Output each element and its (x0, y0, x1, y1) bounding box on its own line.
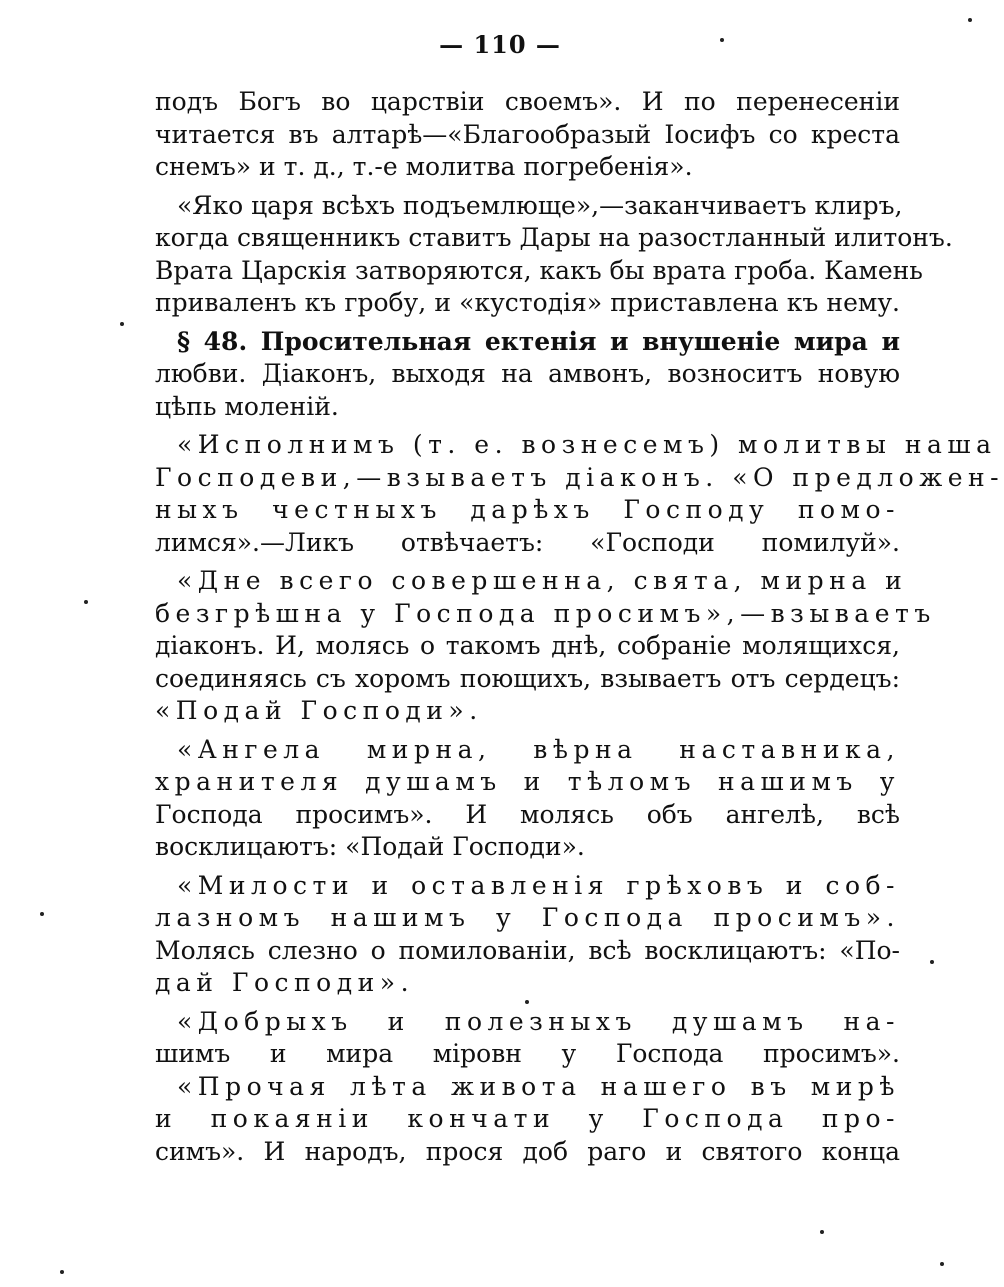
text-line-30: «Прочая лѣта живота нашего въ мирѣ (177, 1071, 900, 1101)
text-line-32: симъ». И народъ, прося доб раго и святого конца (155, 1136, 900, 1166)
scan-speck (930, 960, 934, 964)
scan-speck (60, 1270, 64, 1274)
scan-speck (40, 912, 44, 916)
text-line-18: соединяясь съ хоромъ поющихъ, взываетъ отъ сердецъ: (155, 663, 900, 693)
text-line-24: «Милости и оставленія грѣховъ и соб- (177, 870, 900, 900)
body-text (155, 86, 1004, 1168)
text-line-25: лазномъ нашимъ у Господа просимъ». (155, 903, 900, 932)
text-line-21: хранителя душамъ и тѣломъ нашимъ у (155, 767, 900, 796)
text-line-14: лимся».—Ликъ отвѣчаетъ: «Господи помилуй». (155, 527, 900, 557)
scan-speck (525, 1000, 529, 1004)
text-line-19: «Подай Господи». (155, 696, 483, 725)
text-line-22: Господа просимъ». И молясь объ ангелѣ, всѣ (155, 799, 900, 829)
text-line-1: подъ Богъ во царствіи своемъ». И по перенесеніи (155, 87, 900, 116)
text-line-23: восклицаютъ: «Подай Господи». (155, 832, 585, 861)
scan-speck (84, 600, 88, 604)
scan-speck (820, 1230, 824, 1234)
scan-speck (120, 322, 124, 326)
text-line-4: «Яко царя всѣхъ подъемлюще»,—заканчиваетъ клиръ, (177, 190, 903, 220)
text-line-12: Господеви,—взываетъ діаконъ. «О предложен- (155, 462, 1004, 492)
text-line-6: Врата Царскія затворяются, какъ бы врата гроба. Камень (155, 255, 923, 285)
text-line-9: любви. Діаконъ, выходя на амвонъ, возноситъ новую (155, 359, 900, 388)
text-line-27: дай Господи». (155, 968, 415, 997)
text-line-28: «Добрыхъ и полезныхъ душамъ на- (177, 1006, 900, 1036)
scan-speck (940, 1262, 944, 1266)
scan-speck (968, 18, 972, 22)
text-line-17: діаконъ. И, молясь о такомъ днѣ, собраніе молящихся, (155, 631, 900, 660)
text-line-3: снемъ» и т. д., т.-е молитва погребенія». (155, 152, 693, 181)
text-line-15: «Дне всего совершенна, свята, мирна и (177, 566, 908, 595)
scan-speck (720, 38, 724, 42)
section-heading-48: § 48. Просительная ектенія и внушеніе мира и (177, 326, 900, 356)
text-line-7: приваленъ къ гробу, и «кустодія» приставлена къ нему. (155, 288, 900, 317)
text-line-5: когда священникъ ставитъ Дары на разостланный илитонъ. (155, 223, 953, 252)
text-line-2: читается въ алтарѣ—«Благообразый Іосифъ со креста (155, 119, 900, 149)
text-line-10: цѣпь моленій. (155, 391, 339, 421)
text-line-13: ныхъ честныхъ дарѣхъ Господу помо- (155, 495, 900, 524)
text-line-20: «Ангела мирна, вѣрна наставника, (177, 734, 900, 764)
text-line-31: и покаяніи кончати у Господа про- (155, 1104, 900, 1133)
text-line-16: безгрѣшна у Господа просимъ»,—взываетъ (155, 598, 936, 628)
text-line-29: шимъ и мира міровн у Господа просимъ». (155, 1039, 900, 1068)
text-line-11: «Исполнимъ (т. е. вознесемъ) молитвы наша (177, 430, 997, 459)
text-line-26: Молясь слезно о помилованіи, всѣ восклицаютъ: «По- (155, 935, 900, 965)
page-number: — 110 — (439, 30, 561, 59)
